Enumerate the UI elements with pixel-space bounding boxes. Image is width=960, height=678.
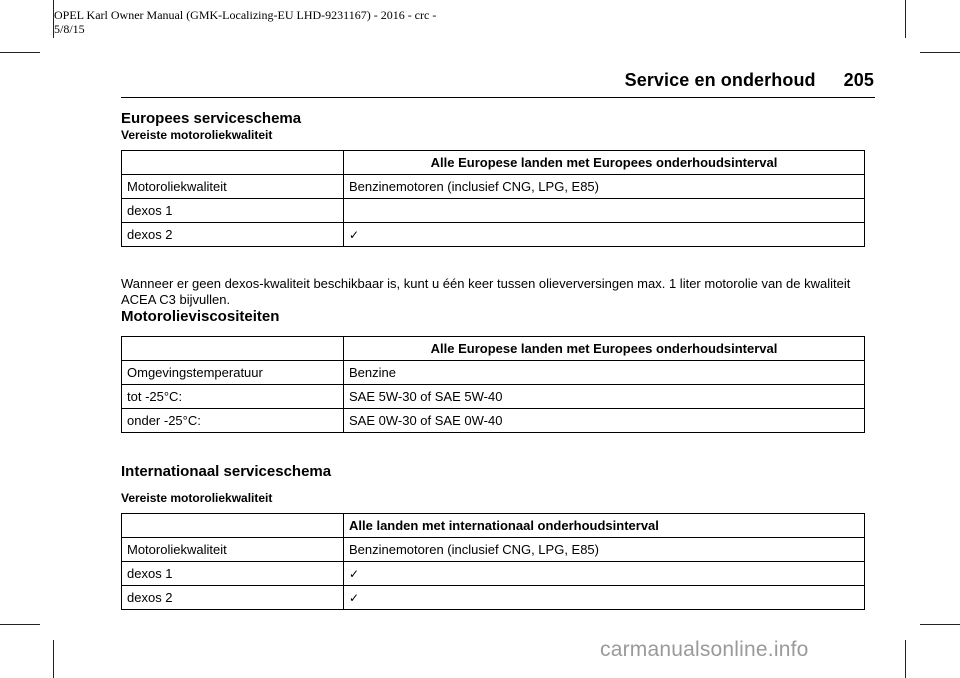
table-header-cell: Alle Europese landen met Europees onderhoudsinterval xyxy=(344,151,865,175)
oil-note-paragraph: Wanneer er geen dexos-kwaliteit beschikbaar is, kunt u één keer tussen olieverversingen max. 1 liter motorolie van de kwaliteit ACEA C3 bijvullen. xyxy=(121,276,851,307)
table-cell: Omgevingstemperatuur xyxy=(122,361,344,385)
table-cell: Benzine xyxy=(344,361,865,385)
table-header-cell xyxy=(122,151,344,175)
checkmark-icon: ✓ xyxy=(344,586,865,610)
table-cell: Motoroliekwaliteit xyxy=(122,175,344,199)
table-cell: Benzinemotoren (inclusief CNG, LPG, E85) xyxy=(344,175,865,199)
viscosity-table xyxy=(121,336,865,433)
table-header-cell xyxy=(122,337,344,361)
crop-mark xyxy=(920,624,960,625)
table-row xyxy=(122,199,865,223)
section-title-international: Internationaal serviceschema xyxy=(121,463,332,480)
chapter-title: Service en onderhoud xyxy=(624,70,816,90)
crop-mark xyxy=(0,624,40,625)
table-header-row xyxy=(122,337,865,361)
print-metadata xyxy=(54,8,436,36)
subsection-title-oil-quality: Vereiste motoroliekwaliteit xyxy=(121,128,273,142)
table-row xyxy=(122,586,865,610)
table-row xyxy=(122,562,865,586)
table-cell: Benzinemotoren (inclusief CNG, LPG, E85) xyxy=(344,538,865,562)
table-row xyxy=(122,223,865,247)
section-title-viscosity: Motorolieviscositeiten xyxy=(121,308,280,325)
international-oil-quality-table xyxy=(121,513,865,610)
european-oil-quality-table xyxy=(121,150,865,247)
table-row xyxy=(122,385,865,409)
checkmark-icon: ✓ xyxy=(344,562,865,586)
table-row xyxy=(122,538,865,562)
table-header-cell xyxy=(122,514,344,538)
table-header-row xyxy=(122,514,865,538)
crop-mark xyxy=(905,640,906,678)
table-row xyxy=(122,175,865,199)
table-cell: dexos 1 xyxy=(122,562,344,586)
crop-mark xyxy=(905,0,906,38)
table-cell: SAE 5W-30 of SAE 5W-40 xyxy=(344,385,865,409)
crop-mark xyxy=(53,640,54,678)
crop-mark xyxy=(920,52,960,53)
print-metadata-line: OPEL Karl Owner Manual (GMK-Localizing-EU LHD-9231167) - 2016 - crc - xyxy=(54,8,437,22)
crop-mark xyxy=(0,52,40,53)
table-cell: onder -25°C: xyxy=(122,409,344,433)
table-cell: tot -25°C: xyxy=(122,385,344,409)
section-title-european: Europees serviceschema xyxy=(121,110,302,127)
table-header-cell: Alle landen met internationaal onderhoudsinterval xyxy=(344,514,865,538)
print-metadata-date: 5/8/15 xyxy=(54,22,85,36)
page-number: 205 xyxy=(843,70,874,90)
table-cell: dexos 2 xyxy=(122,223,344,247)
table-header-row xyxy=(122,151,865,175)
table-cell: dexos 1 xyxy=(122,199,344,223)
table-cell: Motoroliekwaliteit xyxy=(122,538,344,562)
subsection-title-intl-oil-quality: Vereiste motoroliekwaliteit xyxy=(121,491,273,505)
header-rule xyxy=(121,97,875,98)
table-cell: dexos 2 xyxy=(122,586,344,610)
table-header-cell: Alle Europese landen met Europees onderhoudsinterval xyxy=(344,337,865,361)
watermark: carmanualsonline.info xyxy=(600,638,809,661)
running-head xyxy=(625,70,874,91)
table-row xyxy=(122,361,865,385)
table-cell: SAE 0W-30 of SAE 0W-40 xyxy=(344,409,865,433)
table-row xyxy=(122,409,865,433)
checkmark-icon: ✓ xyxy=(344,223,865,247)
page-content xyxy=(121,110,865,610)
table-cell xyxy=(344,199,865,223)
